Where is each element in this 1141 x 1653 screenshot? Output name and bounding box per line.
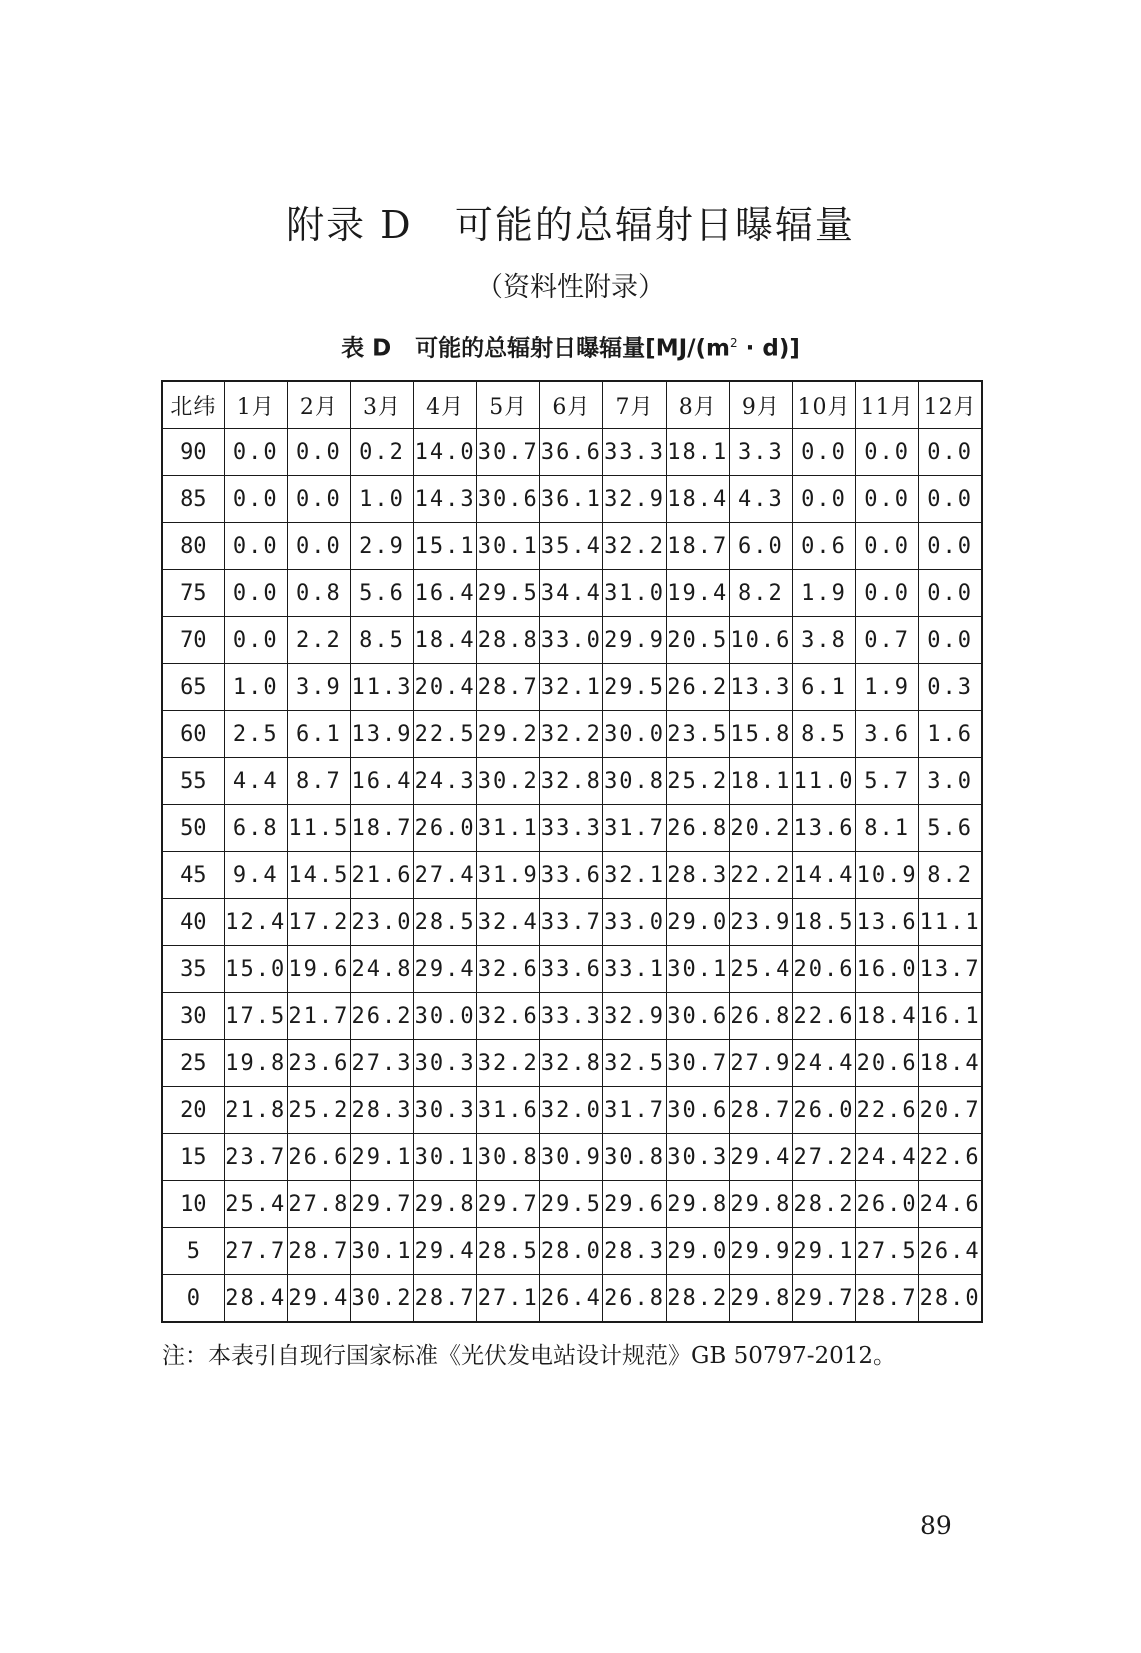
table-row — [162, 1228, 982, 1275]
table-row — [162, 523, 982, 570]
value-cell: 30.7 — [666, 1040, 729, 1087]
value-cell: 30.7 — [477, 429, 540, 476]
value-cell: 28.3 — [666, 852, 729, 899]
value-cell: 2.9 — [350, 523, 413, 570]
value-cell: 25.4 — [729, 946, 792, 993]
value-cell: 0.0 — [856, 570, 919, 617]
value-cell: 0.0 — [919, 523, 982, 570]
value-cell: 8.2 — [919, 852, 982, 899]
value-cell: 0.2 — [350, 429, 413, 476]
value-cell: 28.0 — [919, 1275, 982, 1323]
value-cell: 0.0 — [856, 476, 919, 523]
value-cell: 27.1 — [477, 1275, 540, 1323]
table-body — [162, 429, 982, 1323]
table-row — [162, 1087, 982, 1134]
value-cell: 32.2 — [477, 1040, 540, 1087]
latitude-cell: 65 — [162, 664, 224, 711]
value-cell: 30.1 — [414, 1134, 477, 1181]
value-cell: 34.4 — [540, 570, 603, 617]
table-row — [162, 711, 982, 758]
value-cell: 28.7 — [414, 1275, 477, 1323]
table-row — [162, 476, 982, 523]
value-cell: 32.6 — [477, 946, 540, 993]
value-cell: 27.8 — [287, 1181, 350, 1228]
radiation-table — [161, 380, 983, 1323]
table-row — [162, 758, 982, 805]
value-cell: 29.1 — [792, 1228, 855, 1275]
value-cell: 30.8 — [603, 758, 666, 805]
table-row — [162, 805, 982, 852]
value-cell: 22.5 — [414, 711, 477, 758]
value-cell: 0.0 — [919, 570, 982, 617]
value-cell: 30.0 — [603, 711, 666, 758]
table-row — [162, 852, 982, 899]
latitude-cell: 60 — [162, 711, 224, 758]
value-cell: 13.6 — [856, 899, 919, 946]
value-cell: 0.3 — [919, 664, 982, 711]
value-cell: 18.4 — [414, 617, 477, 664]
page-title: 附录 D 可能的总辐射日曝辐量 — [286, 203, 855, 247]
value-cell: 20.5 — [666, 617, 729, 664]
value-cell: 5.6 — [919, 805, 982, 852]
value-cell: 28.5 — [414, 899, 477, 946]
value-cell: 29.5 — [477, 570, 540, 617]
value-cell: 3.3 — [729, 429, 792, 476]
value-cell: 30.6 — [666, 993, 729, 1040]
value-cell: 1.0 — [224, 664, 287, 711]
value-cell: 30.6 — [477, 476, 540, 523]
value-cell: 12.4 — [224, 899, 287, 946]
value-cell: 2.5 — [224, 711, 287, 758]
value-cell: 26.2 — [350, 993, 413, 1040]
value-cell: 30.9 — [540, 1134, 603, 1181]
latitude-cell: 20 — [162, 1087, 224, 1134]
value-cell: 29.4 — [414, 1228, 477, 1275]
value-cell: 0.0 — [224, 429, 287, 476]
value-cell: 8.5 — [350, 617, 413, 664]
latitude-cell: 55 — [162, 758, 224, 805]
value-cell: 17.5 — [224, 993, 287, 1040]
value-cell: 22.6 — [856, 1087, 919, 1134]
value-cell: 28.2 — [792, 1181, 855, 1228]
value-cell: 18.7 — [350, 805, 413, 852]
value-cell: 6.0 — [729, 523, 792, 570]
value-cell: 33.3 — [540, 993, 603, 1040]
value-cell: 32.9 — [603, 476, 666, 523]
value-cell: 26.8 — [729, 993, 792, 1040]
value-cell: 31.1 — [477, 805, 540, 852]
value-cell: 11.0 — [792, 758, 855, 805]
value-cell: 28.0 — [540, 1228, 603, 1275]
table-caption — [0, 326, 1141, 366]
value-cell: 5.6 — [350, 570, 413, 617]
value-cell: 0.0 — [287, 523, 350, 570]
table-caption-superscript: 2 — [730, 336, 738, 350]
value-cell: 29.6 — [603, 1181, 666, 1228]
header-month: 6月 — [540, 381, 603, 429]
value-cell: 16.4 — [350, 758, 413, 805]
value-cell: 24.3 — [414, 758, 477, 805]
value-cell: 32.6 — [477, 993, 540, 1040]
value-cell: 30.2 — [477, 758, 540, 805]
value-cell: 20.4 — [414, 664, 477, 711]
value-cell: 2.2 — [287, 617, 350, 664]
value-cell: 6.1 — [287, 711, 350, 758]
header-month: 7月 — [603, 381, 666, 429]
value-cell: 0.0 — [224, 570, 287, 617]
value-cell: 23.0 — [350, 899, 413, 946]
value-cell: 32.2 — [540, 711, 603, 758]
value-cell: 33.0 — [540, 617, 603, 664]
value-cell: 22.6 — [919, 1134, 982, 1181]
value-cell: 29.0 — [666, 1228, 729, 1275]
value-cell: 8.7 — [287, 758, 350, 805]
value-cell: 3.0 — [919, 758, 982, 805]
value-cell: 26.6 — [287, 1134, 350, 1181]
header-month: 1月 — [224, 381, 287, 429]
value-cell: 0.0 — [224, 617, 287, 664]
value-cell: 29.8 — [729, 1181, 792, 1228]
value-cell: 30.1 — [477, 523, 540, 570]
value-cell: 26.8 — [666, 805, 729, 852]
value-cell: 30.8 — [603, 1134, 666, 1181]
value-cell: 23.5 — [666, 711, 729, 758]
header-month: 4月 — [414, 381, 477, 429]
value-cell: 28.7 — [856, 1275, 919, 1323]
value-cell: 20.2 — [729, 805, 792, 852]
value-cell: 11.3 — [350, 664, 413, 711]
value-cell: 36.6 — [540, 429, 603, 476]
value-cell: 29.1 — [350, 1134, 413, 1181]
value-cell: 3.8 — [792, 617, 855, 664]
value-cell: 0.0 — [919, 429, 982, 476]
value-cell: 32.2 — [603, 523, 666, 570]
value-cell: 32.8 — [540, 1040, 603, 1087]
header-month: 3月 — [350, 381, 413, 429]
table-row — [162, 429, 982, 476]
value-cell: 28.5 — [477, 1228, 540, 1275]
table-row — [162, 993, 982, 1040]
value-cell: 29.7 — [477, 1181, 540, 1228]
value-cell: 0.0 — [919, 617, 982, 664]
value-cell: 29.7 — [792, 1275, 855, 1323]
value-cell: 18.4 — [666, 476, 729, 523]
latitude-cell: 75 — [162, 570, 224, 617]
value-cell: 18.5 — [792, 899, 855, 946]
value-cell: 31.9 — [477, 852, 540, 899]
value-cell: 29.0 — [666, 899, 729, 946]
value-cell: 32.5 — [603, 1040, 666, 1087]
value-cell: 1.0 — [350, 476, 413, 523]
value-cell: 6.1 — [792, 664, 855, 711]
table-header-row — [162, 381, 982, 429]
value-cell: 18.1 — [666, 429, 729, 476]
value-cell: 31.0 — [603, 570, 666, 617]
value-cell: 24.4 — [856, 1134, 919, 1181]
value-cell: 16.0 — [856, 946, 919, 993]
value-cell: 28.7 — [729, 1087, 792, 1134]
value-cell: 30.0 — [414, 993, 477, 1040]
latitude-cell: 25 — [162, 1040, 224, 1087]
value-cell: 29.4 — [729, 1134, 792, 1181]
value-cell: 1.6 — [919, 711, 982, 758]
value-cell: 26.4 — [919, 1228, 982, 1275]
latitude-cell: 10 — [162, 1181, 224, 1228]
value-cell: 0.0 — [856, 429, 919, 476]
header-month: 5月 — [477, 381, 540, 429]
value-cell: 15.1 — [414, 523, 477, 570]
value-cell: 4.4 — [224, 758, 287, 805]
value-cell: 11.1 — [919, 899, 982, 946]
value-cell: 18.1 — [729, 758, 792, 805]
value-cell: 15.0 — [224, 946, 287, 993]
value-cell: 1.9 — [792, 570, 855, 617]
value-cell: 26.4 — [540, 1275, 603, 1323]
value-cell: 4.3 — [729, 476, 792, 523]
latitude-cell: 35 — [162, 946, 224, 993]
value-cell: 25.4 — [224, 1181, 287, 1228]
table-row — [162, 617, 982, 664]
value-cell: 27.5 — [856, 1228, 919, 1275]
header-latitude: 北纬 — [162, 381, 224, 429]
value-cell: 16.1 — [919, 993, 982, 1040]
value-cell: 22.2 — [729, 852, 792, 899]
latitude-cell: 0 — [162, 1275, 224, 1323]
value-cell: 0.0 — [792, 429, 855, 476]
value-cell: 28.8 — [477, 617, 540, 664]
latitude-cell: 45 — [162, 852, 224, 899]
header-month: 11月 — [856, 381, 919, 429]
value-cell: 13.6 — [792, 805, 855, 852]
value-cell: 18.4 — [856, 993, 919, 1040]
value-cell: 31.7 — [603, 1087, 666, 1134]
value-cell: 24.6 — [919, 1181, 982, 1228]
value-cell: 33.3 — [603, 429, 666, 476]
value-cell: 17.2 — [287, 899, 350, 946]
value-cell: 26.0 — [414, 805, 477, 852]
value-cell: 29.8 — [414, 1181, 477, 1228]
value-cell: 29.8 — [666, 1181, 729, 1228]
value-cell: 14.5 — [287, 852, 350, 899]
value-cell: 3.9 — [287, 664, 350, 711]
value-cell: 15.8 — [729, 711, 792, 758]
value-cell: 27.9 — [729, 1040, 792, 1087]
value-cell: 33.0 — [603, 899, 666, 946]
value-cell: 26.8 — [603, 1275, 666, 1323]
table-row — [162, 946, 982, 993]
value-cell: 25.2 — [666, 758, 729, 805]
value-cell: 35.4 — [540, 523, 603, 570]
value-cell: 26.2 — [666, 664, 729, 711]
value-cell: 26.0 — [856, 1181, 919, 1228]
value-cell: 30.3 — [666, 1134, 729, 1181]
value-cell: 8.2 — [729, 570, 792, 617]
value-cell: 33.6 — [540, 852, 603, 899]
value-cell: 28.7 — [287, 1228, 350, 1275]
appendix-type-label: （资料性附录） — [476, 272, 665, 303]
value-cell: 5.7 — [856, 758, 919, 805]
value-cell: 28.3 — [350, 1087, 413, 1134]
value-cell: 20.6 — [792, 946, 855, 993]
value-cell: 18.4 — [919, 1040, 982, 1087]
value-cell: 32.9 — [603, 993, 666, 1040]
value-cell: 29.8 — [729, 1275, 792, 1323]
table-row — [162, 570, 982, 617]
latitude-cell: 50 — [162, 805, 224, 852]
value-cell: 29.5 — [540, 1181, 603, 1228]
value-cell: 30.3 — [414, 1087, 477, 1134]
value-cell: 13.7 — [919, 946, 982, 993]
value-cell: 24.4 — [792, 1040, 855, 1087]
value-cell: 29.2 — [477, 711, 540, 758]
header-month: 9月 — [729, 381, 792, 429]
value-cell: 8.1 — [856, 805, 919, 852]
latitude-cell: 5 — [162, 1228, 224, 1275]
value-cell: 32.0 — [540, 1087, 603, 1134]
latitude-cell: 40 — [162, 899, 224, 946]
value-cell: 11.5 — [287, 805, 350, 852]
value-cell: 20.7 — [919, 1087, 982, 1134]
value-cell: 0.0 — [792, 476, 855, 523]
value-cell: 3.6 — [856, 711, 919, 758]
value-cell: 22.6 — [792, 993, 855, 1040]
value-cell: 0.0 — [224, 523, 287, 570]
latitude-cell: 70 — [162, 617, 224, 664]
value-cell: 32.8 — [540, 758, 603, 805]
latitude-cell: 30 — [162, 993, 224, 1040]
value-cell: 25.2 — [287, 1087, 350, 1134]
value-cell: 36.1 — [540, 476, 603, 523]
value-cell: 21.8 — [224, 1087, 287, 1134]
value-cell: 32.4 — [477, 899, 540, 946]
value-cell: 14.0 — [414, 429, 477, 476]
value-cell: 0.6 — [792, 523, 855, 570]
table-note: 注：本表引自现行国家标准《光伏发电站设计规范》GB 50797-2012。 — [162, 1343, 897, 1369]
header-month: 12月 — [919, 381, 982, 429]
value-cell: 0.0 — [287, 476, 350, 523]
value-cell: 29.5 — [603, 664, 666, 711]
value-cell: 13.3 — [729, 664, 792, 711]
value-cell: 0.0 — [287, 429, 350, 476]
value-cell: 0.8 — [287, 570, 350, 617]
value-cell: 8.5 — [792, 711, 855, 758]
value-cell: 6.8 — [224, 805, 287, 852]
value-cell: 23.9 — [729, 899, 792, 946]
value-cell: 23.7 — [224, 1134, 287, 1181]
value-cell: 33.6 — [540, 946, 603, 993]
value-cell: 29.9 — [603, 617, 666, 664]
value-cell: 30.8 — [477, 1134, 540, 1181]
page-number: 89 — [920, 1511, 952, 1540]
table-row — [162, 1134, 982, 1181]
value-cell: 21.6 — [350, 852, 413, 899]
header-month: 8月 — [666, 381, 729, 429]
value-cell: 0.0 — [919, 476, 982, 523]
value-cell: 29.9 — [729, 1228, 792, 1275]
value-cell: 30.1 — [666, 946, 729, 993]
latitude-cell: 90 — [162, 429, 224, 476]
value-cell: 9.4 — [224, 852, 287, 899]
value-cell: 19.4 — [666, 570, 729, 617]
table-row — [162, 664, 982, 711]
value-cell: 0.0 — [224, 476, 287, 523]
table-row — [162, 1181, 982, 1228]
value-cell: 21.7 — [287, 993, 350, 1040]
value-cell: 27.2 — [792, 1134, 855, 1181]
value-cell: 33.1 — [603, 946, 666, 993]
value-cell: 29.4 — [414, 946, 477, 993]
table-row — [162, 899, 982, 946]
value-cell: 26.0 — [792, 1087, 855, 1134]
value-cell: 28.7 — [477, 664, 540, 711]
value-cell: 28.4 — [224, 1275, 287, 1323]
value-cell: 10.9 — [856, 852, 919, 899]
latitude-cell: 15 — [162, 1134, 224, 1181]
value-cell: 14.4 — [792, 852, 855, 899]
value-cell: 32.1 — [603, 852, 666, 899]
value-cell: 19.8 — [224, 1040, 287, 1087]
latitude-cell: 80 — [162, 523, 224, 570]
value-cell: 29.7 — [350, 1181, 413, 1228]
value-cell: 20.6 — [856, 1040, 919, 1087]
table-caption-main: 表 D 可能的总辐射日曝辐量[MJ/(m — [341, 335, 731, 362]
value-cell: 28.2 — [666, 1275, 729, 1323]
value-cell: 30.3 — [414, 1040, 477, 1087]
value-cell: 10.6 — [729, 617, 792, 664]
value-cell: 31.6 — [477, 1087, 540, 1134]
value-cell: 19.6 — [287, 946, 350, 993]
value-cell: 30.6 — [666, 1087, 729, 1134]
latitude-cell: 85 — [162, 476, 224, 523]
value-cell: 27.3 — [350, 1040, 413, 1087]
header-month: 2月 — [287, 381, 350, 429]
value-cell: 16.4 — [414, 570, 477, 617]
value-cell: 31.7 — [603, 805, 666, 852]
value-cell: 33.7 — [540, 899, 603, 946]
value-cell: 28.3 — [603, 1228, 666, 1275]
value-cell: 30.2 — [350, 1275, 413, 1323]
value-cell: 18.7 — [666, 523, 729, 570]
table-row — [162, 1040, 982, 1087]
value-cell: 33.3 — [540, 805, 603, 852]
value-cell: 27.4 — [414, 852, 477, 899]
header-month: 10月 — [792, 381, 855, 429]
value-cell: 13.9 — [350, 711, 413, 758]
table-caption-tail: · d)] — [737, 335, 800, 362]
value-cell: 0.7 — [856, 617, 919, 664]
value-cell: 23.6 — [287, 1040, 350, 1087]
value-cell: 14.3 — [414, 476, 477, 523]
table-row — [162, 1275, 982, 1323]
value-cell: 24.8 — [350, 946, 413, 993]
value-cell: 1.9 — [856, 664, 919, 711]
value-cell: 29.4 — [287, 1275, 350, 1323]
value-cell: 32.1 — [540, 664, 603, 711]
value-cell: 0.0 — [856, 523, 919, 570]
value-cell: 30.1 — [350, 1228, 413, 1275]
value-cell: 27.7 — [224, 1228, 287, 1275]
